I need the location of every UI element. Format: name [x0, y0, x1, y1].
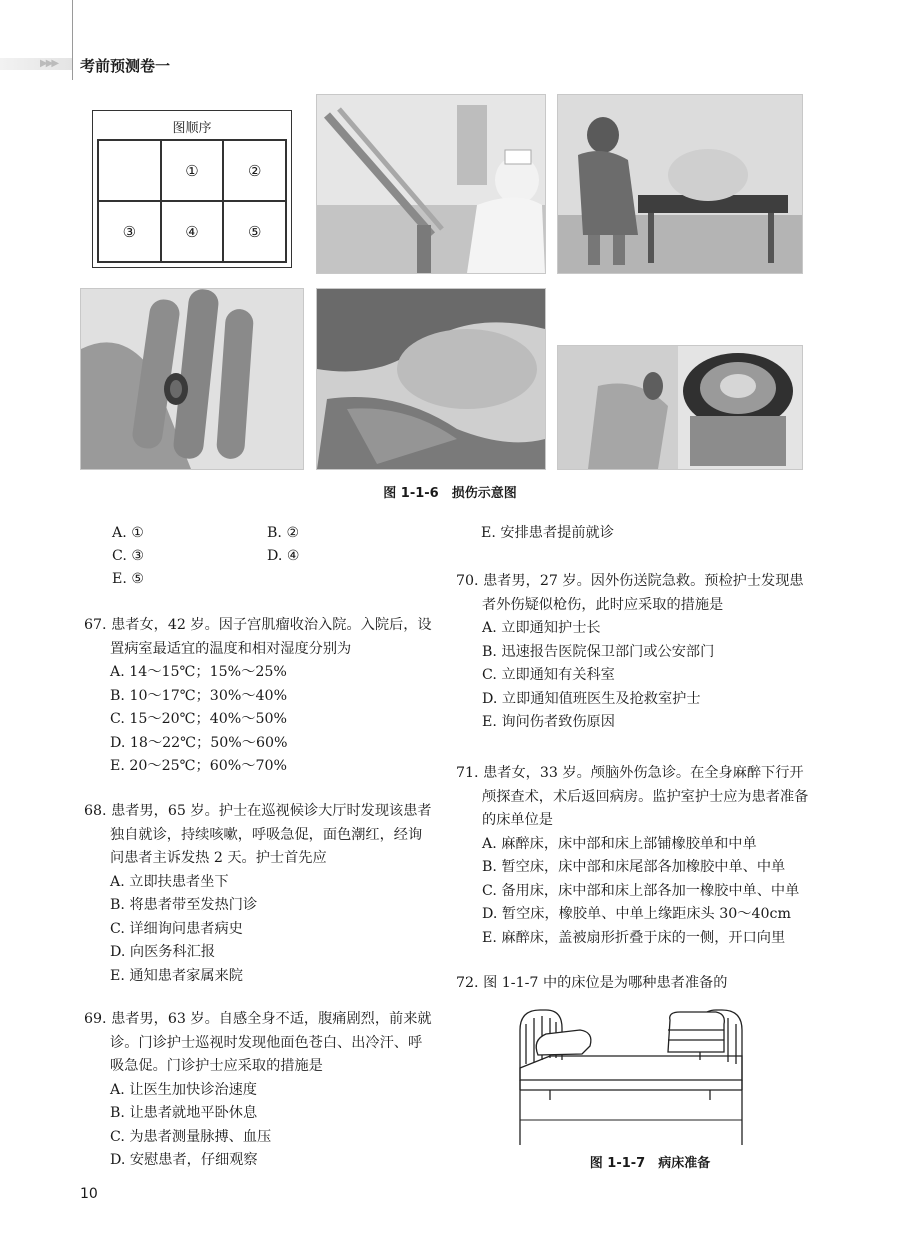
q69-option-a[interactable]: A. 让医生加快诊治速度 — [110, 1081, 257, 1098]
question-70 — [456, 570, 810, 735]
figure-1-1-7-caption: 图 1-1-7 病床准备 — [589, 1156, 711, 1171]
question-68 — [84, 800, 436, 988]
photo-neck-burn — [316, 288, 546, 470]
running-header-title: 考前预测卷一 — [80, 57, 171, 75]
question-71-stem: 71. 患者女，33 岁。颅脑外伤急诊。在全身麻醉下行开颅探查术，术后返回病房。监护室护士应为患者准备的床单位是 — [456, 765, 809, 828]
q67-option-c[interactable]: C. 15～20℃；40%～50% — [110, 711, 287, 727]
q70-option-e[interactable]: E. 询问伤者致伤原因 — [482, 714, 615, 730]
q69-option-b[interactable]: B. 让患者就地平卧休息 — [110, 1105, 258, 1121]
order-cell: ① — [161, 140, 224, 201]
question-68-stem: 68. 患者男，65 岁。护士在巡视候诊大厅时发现该患者独自就诊，持续咳嗽，呼吸急促，面色潮红，经询问患者主诉发热 2 天。护士首先应 — [84, 803, 432, 866]
q69-option-e[interactable]: E. 安排患者提前就诊 — [481, 525, 614, 541]
order-cell: ④ — [161, 201, 224, 262]
order-cell — [98, 140, 161, 201]
question-71 — [456, 762, 810, 950]
q69-option-d[interactable]: D. 安慰患者，仔细观察 — [110, 1152, 258, 1168]
q67-option-e[interactable]: E. 20～25℃；60%～70% — [110, 758, 287, 774]
figure-1-1-6-caption: 图 1-1-6 损伤示意图 — [383, 486, 517, 501]
order-cell: ③ — [98, 201, 161, 262]
question-67-stem: 67. 患者女，42 岁。因子宫肌瘤收治入院。入院后，设置病室最适宜的温度和相对湿度分别为 — [84, 617, 432, 657]
question-69-continued — [455, 522, 810, 546]
order-cell: ⑤ — [223, 201, 286, 262]
q66-option-a[interactable]: A. ① — [112, 525, 144, 541]
q70-option-d[interactable]: D. 立即通知值班医生及抢救室护士 — [482, 690, 701, 707]
q67-option-b[interactable]: B. 10～17℃；30%～40% — [110, 687, 288, 704]
q70-option-a[interactable]: A. 立即通知护士长 — [482, 620, 601, 636]
photo-sterilizer — [557, 345, 803, 470]
q68-option-a[interactable]: A. 立即扶患者坐下 — [110, 873, 229, 890]
header-arrows-icon: ▶▶▶ — [40, 58, 58, 69]
q66-option-d[interactable]: D. ④ — [267, 548, 300, 564]
q71-option-c[interactable]: C. 备用床，床中部和床上部各加一橡胶中单、中单 — [482, 882, 800, 899]
question-67 — [84, 614, 436, 779]
q67-option-a[interactable]: A. 14～15℃；15%～25% — [110, 664, 287, 680]
photo-uv-lamp-disinfection — [316, 94, 546, 274]
order-cell: ② — [223, 140, 286, 201]
q68-option-c[interactable]: C. 详细询问患者病史 — [110, 920, 243, 937]
header-divider — [72, 0, 73, 80]
q68-option-b[interactable]: B. 将患者带至发热门诊 — [110, 897, 258, 913]
q68-option-e[interactable]: E. 通知患者家属来院 — [110, 967, 243, 984]
figure-1-1-7-bed-drawing — [510, 1000, 750, 1150]
photo-hand-wound — [80, 288, 304, 470]
question-72 — [456, 972, 810, 996]
question-70-stem: 70. 患者男，27 岁。因外伤送院急救。预检护士发现患者外伤疑似枪伤，此时应采取的措施是 — [456, 573, 804, 613]
q66-option-e[interactable]: E. ⑤ — [112, 571, 145, 587]
q70-option-c[interactable]: C. 立即通知有关科室 — [482, 667, 615, 683]
image-order-title: 图顺序 — [172, 121, 212, 136]
question-69-stem: 69. 患者男，63 岁。自感全身不适，腹痛剧烈，前来就诊。门诊护士巡视时发现他面色苍白、出冷汗、呼吸急促。门诊护士应采取的措施是 — [84, 1011, 432, 1074]
q66-option-b[interactable]: B. ② — [267, 525, 300, 541]
q66-option-c[interactable]: C. ③ — [112, 548, 145, 564]
photo-stretcher-transport — [557, 94, 803, 274]
header-band — [0, 58, 72, 70]
q67-option-d[interactable]: D. 18～22℃；50%～60% — [110, 734, 288, 751]
q71-option-b[interactable]: B. 暂空床，床中部和床尾部各加橡胶中单、中单 — [482, 859, 786, 875]
image-order-box — [92, 110, 292, 268]
q71-option-e[interactable]: E. 麻醉床，盖被扇形折叠于床的一侧，开口向里 — [482, 929, 786, 946]
page-number: 10 — [80, 1186, 98, 1202]
question-72-stem: 72. 图 1-1-7 中的床位是为哪种患者准备的 — [456, 975, 728, 991]
q69-option-c[interactable]: C. 为患者测量脉搏、血压 — [110, 1128, 272, 1145]
image-order-grid — [97, 139, 287, 263]
q70-option-b[interactable]: B. 迅速报告医院保卫部门或公安部门 — [482, 643, 715, 660]
q71-option-a[interactable]: A. 麻醉床，床中部和床上部铺橡胶单和中单 — [482, 835, 757, 852]
q68-option-d[interactable]: D. 向医务科汇报 — [110, 944, 216, 960]
question-69 — [84, 1008, 436, 1173]
q71-option-d[interactable]: D. 暂空床，橡胶单、中单上缘距床头 30～40cm — [482, 906, 791, 922]
